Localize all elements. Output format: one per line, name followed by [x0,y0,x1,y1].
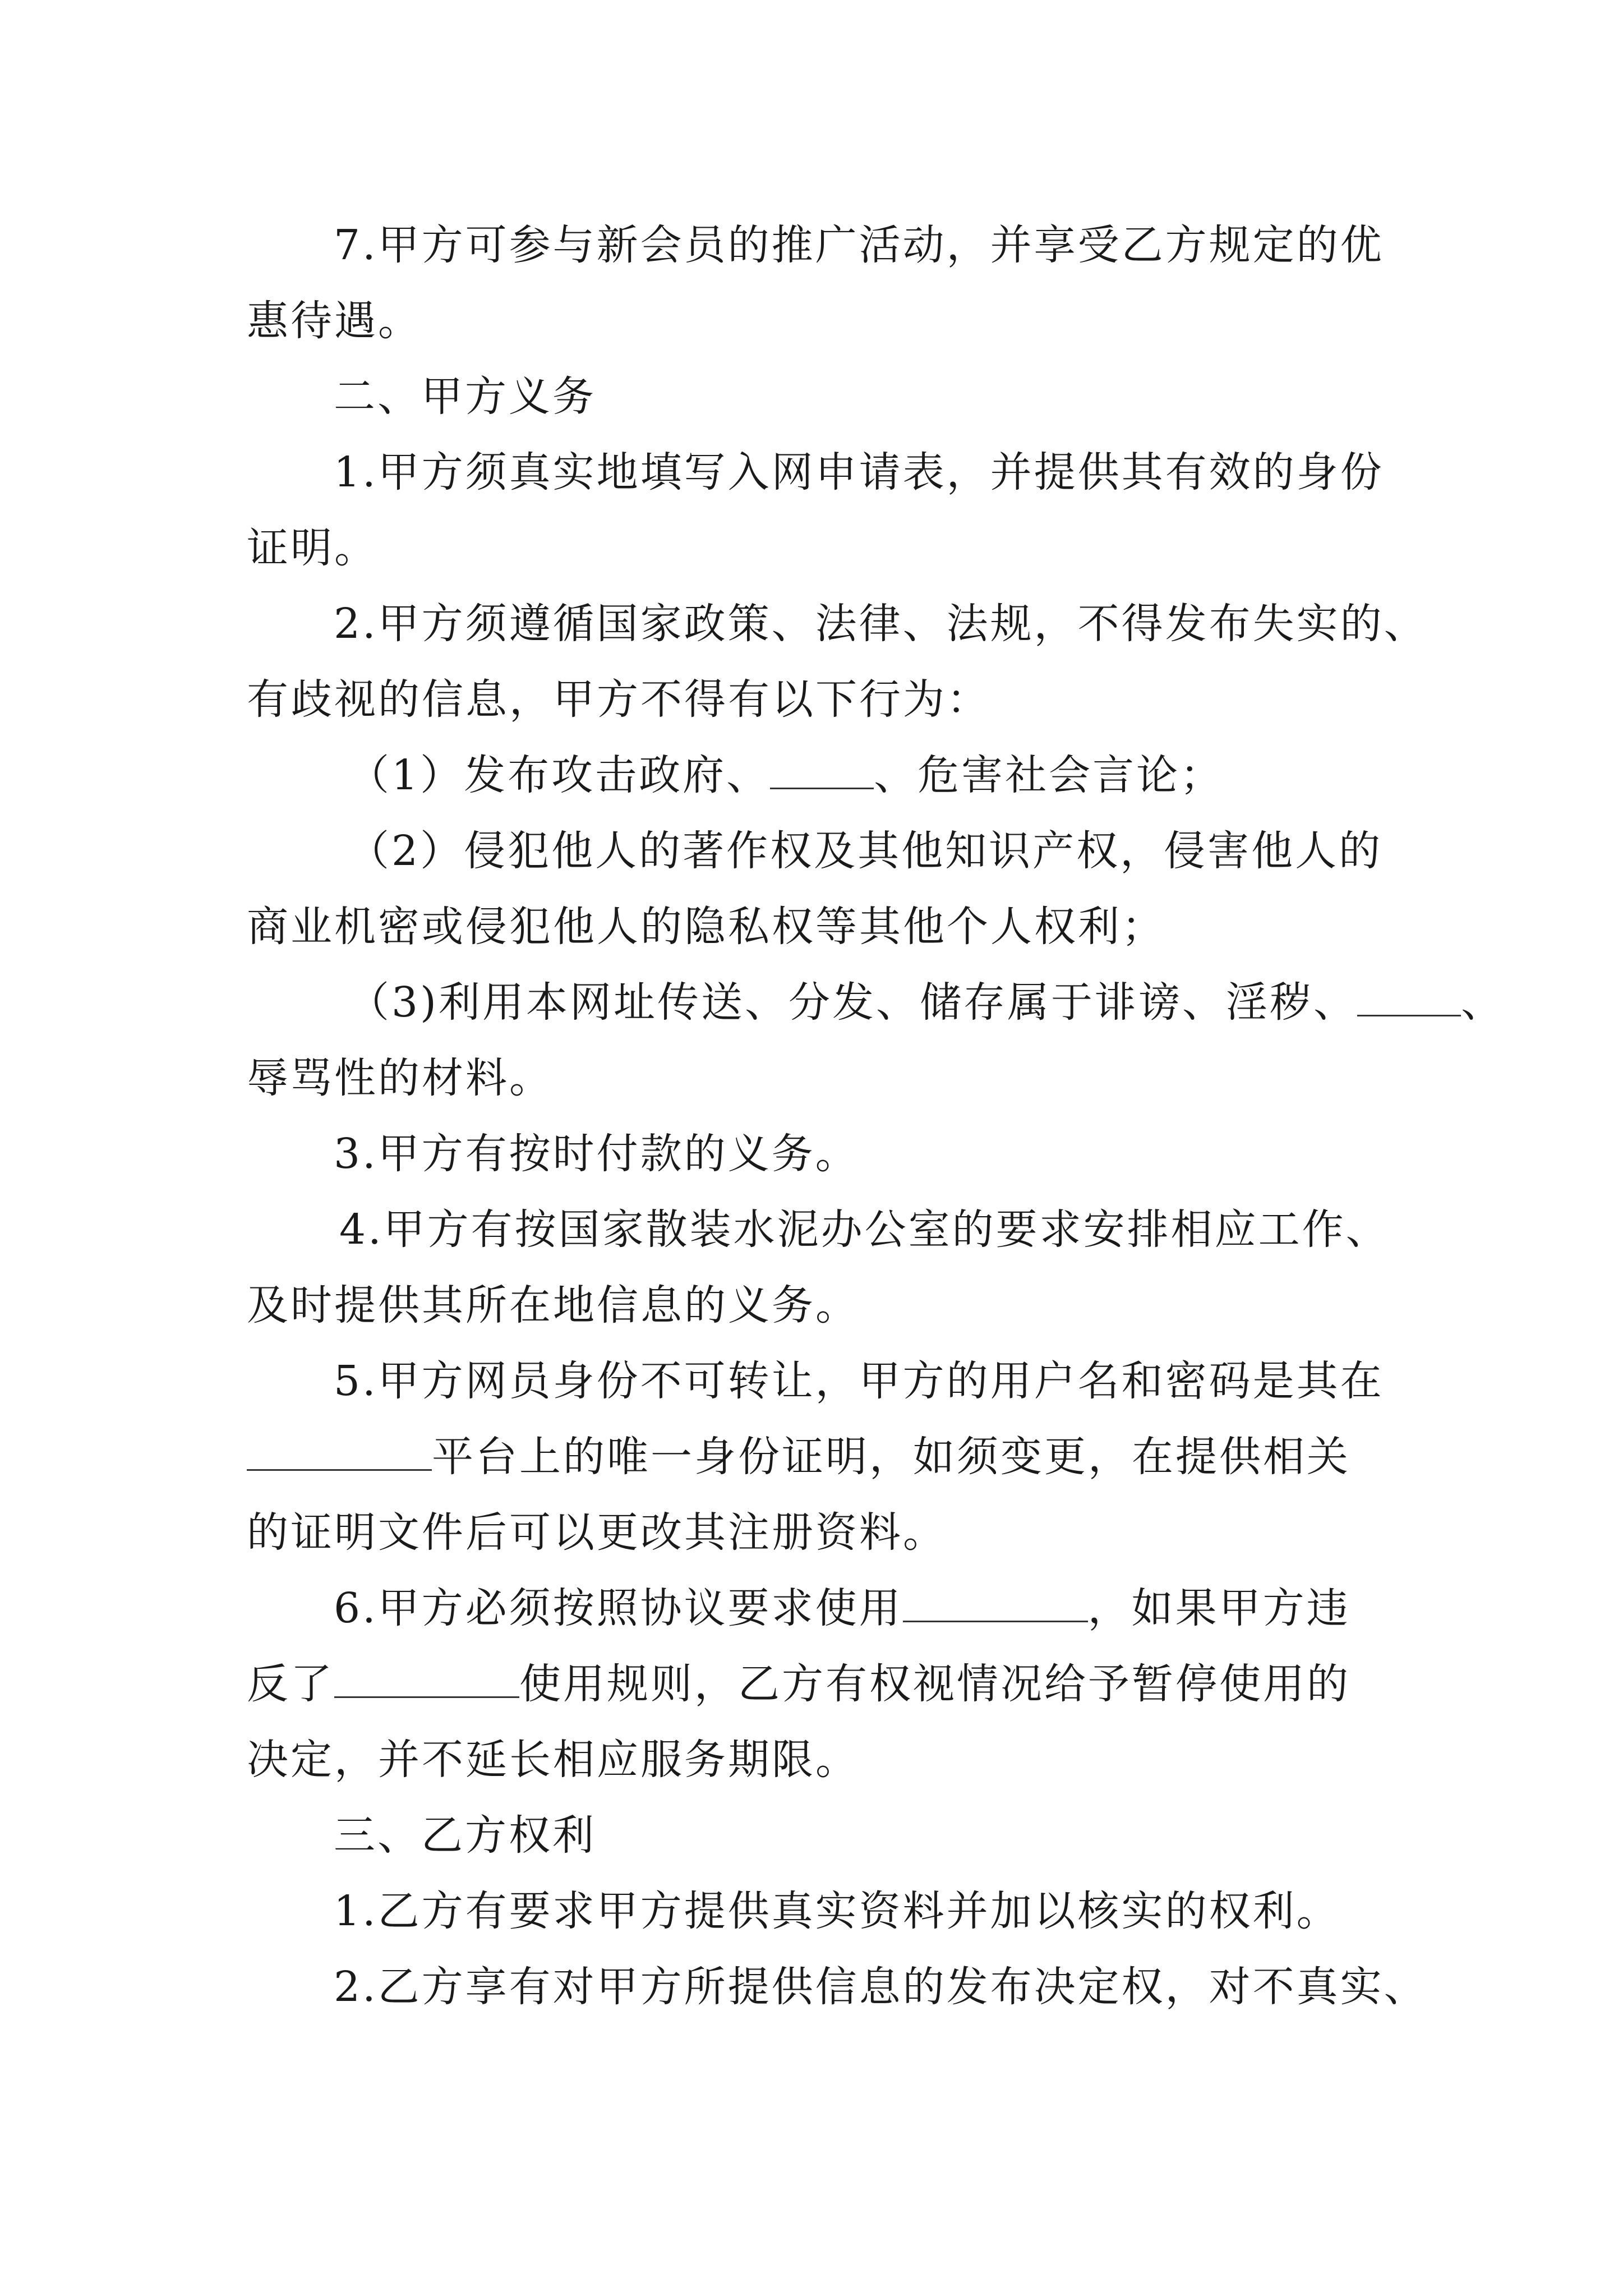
fill-in-blank [903,1588,1088,1622]
text-segment: 、 [1460,978,1505,1027]
fill-in-blank [1357,982,1461,1016]
text-segment: 平台上的唯一身份证明，如须变更，在提供相关 [432,1433,1350,1481]
text-segment: 使用规则，乙方有权视情况给予暂停使用的 [519,1660,1350,1708]
paragraph-line: 惠待遇。 [247,297,422,345]
paragraph-line: 2.甲方须遵循国家政策、法律、法规，不得发布失实的、 [334,600,1428,648]
paragraph-line: 商业机密或侵犯他人的隐私权等其他个人权利； [247,903,1165,951]
paragraph-line: 2.乙方享有对甲方所提供信息的发布决定权，对不真实、 [334,1963,1428,2011]
fill-in-blank [334,1664,519,1698]
paragraph-line: 5.甲方网员身份不可转让，甲方的用户名和密码是其在 [334,1357,1384,1405]
paragraph-line [247,1433,1350,1481]
paragraph-line [247,1660,1350,1708]
paragraph-line: 辱骂性的材料。 [247,1054,553,1102]
text-segment: 、危害社会言论； [874,751,1224,799]
text-segment: （1）发布攻击政府、 [348,751,771,799]
list-item-line: （2）侵犯他人的著作权及其他知识产权，侵害他人的 [348,827,1383,875]
list-item-line [348,751,1224,799]
fill-in-blank [770,755,874,789]
paragraph-line: 及时提供其所在地信息的义务。 [247,1281,859,1329]
section-heading: 三、乙方权利 [334,1811,596,1860]
paragraph-line: 3.甲方有按时付款的义务。 [334,1130,859,1178]
paragraph-line: 1.甲方须真实地填写入网申请表，并提供其有效的身份 [334,448,1384,496]
text-segment: 反了 [247,1660,334,1708]
text-segment: （3)利用本网址传送、分发、储存属于诽谤、淫秽、 [348,978,1357,1027]
fill-in-blank [247,1437,432,1471]
paragraph-line: 有歧视的信息，甲方不得有以下行为： [247,675,990,724]
paragraph-line: 1.乙方有要求甲方提供真实资料并加以核实的权利。 [334,1887,1340,1935]
text-segment: ，如果甲方违 [1087,1584,1350,1632]
list-item-line [348,978,1505,1027]
paragraph-line [334,1584,1350,1632]
paragraph-line: 4.甲方有按国家散装水泥办公室的要求安排相应工作、 [339,1205,1390,1254]
paragraph-line: 7.甲方可参与新会员的推广活动，并享受乙方规定的优 [334,221,1384,269]
paragraph-line: 证明。 [247,524,378,572]
text-segment: 6.甲方必须按照协议要求使用 [334,1584,903,1632]
section-heading: 二、甲方义务 [334,372,596,421]
paragraph-line: 决定，并不延长相应服务期限。 [247,1736,859,1784]
paragraph-line: 的证明文件后可以更改其注册资料。 [247,1508,947,1557]
